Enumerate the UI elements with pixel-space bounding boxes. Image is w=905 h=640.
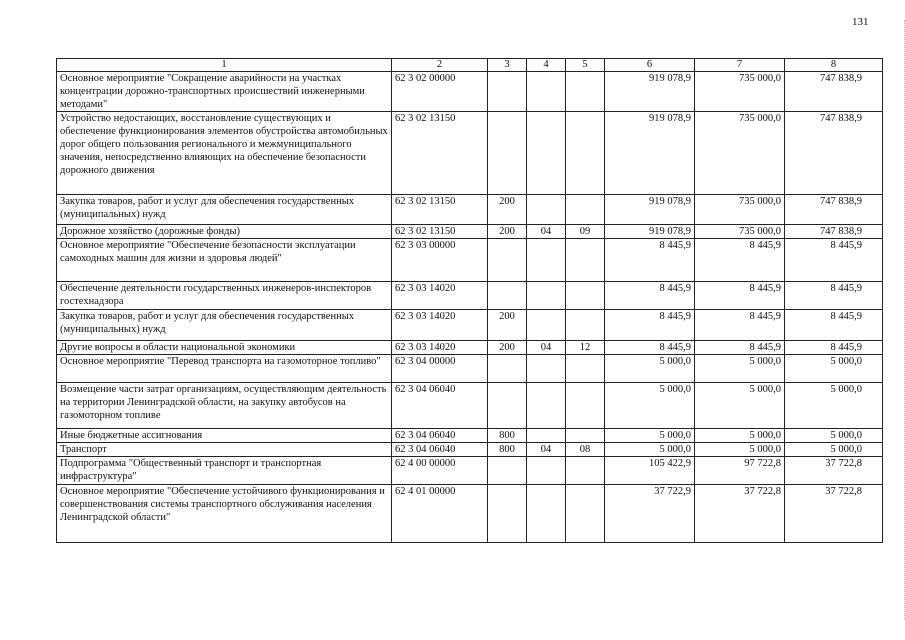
row-amount-cell: 735 000,0 [695,225,785,239]
row-amount-cell: 735 000,0 [695,195,785,225]
table-row [57,195,883,225]
table-row [57,355,883,383]
header-cell: 8 [785,59,883,72]
row-amount-cell: 37 722,8 [785,485,883,543]
row-amount-cell: 8 445,9 [695,282,785,310]
row-expense-type-cell [488,112,527,195]
row-name-cell: Основное мероприятие "Перевод транспорта на газомоторное топливо" [57,355,392,383]
row-code-cell: 62 3 03 00000 [392,239,488,282]
row-subsection-cell: 09 [566,225,605,239]
row-expense-type-cell [488,383,527,429]
row-expense-type-cell [488,72,527,112]
row-amount-cell: 5 000,0 [695,443,785,457]
row-name-cell: Иные бюджетные ассигнования [57,429,392,443]
row-amount-cell: 8 445,9 [695,310,785,341]
row-amount-cell: 5 000,0 [695,383,785,429]
table-row [57,112,883,195]
header-cell: 7 [695,59,785,72]
table-row [57,239,883,282]
row-code-cell: 62 3 03 14020 [392,341,488,355]
table-row [57,282,883,310]
row-expense-type-cell [488,282,527,310]
row-name-cell: Основное мероприятие "Сокращение аварийности на участках концентрации дорожно-транспортных происшествий инженерными методами" [57,72,392,112]
row-subsection-cell [566,355,605,383]
page-number: 131 [852,16,869,28]
row-amount-cell: 747 838,9 [785,72,883,112]
row-subsection-cell [566,239,605,282]
row-expense-type-cell [488,485,527,543]
row-code-cell: 62 3 03 14020 [392,310,488,341]
row-name-cell: Возмещение части затрат организациям, осуществляющим деятельность на территории Ленинградской области, на закупку автобусов на газомоторном топливе [57,383,392,429]
row-name-cell: Подпрограмма "Общественный транспорт и транспортная инфраструктура" [57,457,392,485]
scan-edge-marks [898,20,905,620]
row-subsection-cell [566,72,605,112]
row-code-cell: 62 3 03 14020 [392,282,488,310]
row-amount-cell: 5 000,0 [605,355,695,383]
row-expense-type-cell: 200 [488,225,527,239]
row-amount-cell: 5 000,0 [785,429,883,443]
row-expense-type-cell: 200 [488,310,527,341]
row-amount-cell: 735 000,0 [695,72,785,112]
row-amount-cell: 5 000,0 [785,443,883,457]
row-amount-cell: 919 078,9 [605,112,695,195]
row-amount-cell: 37 722,9 [605,485,695,543]
row-amount-cell: 8 445,9 [785,310,883,341]
row-amount-cell: 105 422,9 [605,457,695,485]
row-expense-type-cell: 200 [488,195,527,225]
row-amount-cell: 5 000,0 [695,355,785,383]
row-section-cell [527,239,566,282]
row-section-cell [527,112,566,195]
row-amount-cell: 8 445,9 [785,341,883,355]
table-row [57,383,883,429]
row-amount-cell: 5 000,0 [605,383,695,429]
row-amount-cell: 5 000,0 [785,355,883,383]
table-row [57,443,883,457]
budget-table [56,58,883,543]
row-subsection-cell [566,485,605,543]
header-cell: 3 [488,59,527,72]
row-amount-cell: 8 445,9 [605,282,695,310]
row-amount-cell: 8 445,9 [605,341,695,355]
row-subsection-cell [566,282,605,310]
row-amount-cell: 919 078,9 [605,195,695,225]
row-name-cell: Обеспечение деятельности государственных инженеров-инспекторов гостехнадзора [57,282,392,310]
row-amount-cell: 8 445,9 [785,282,883,310]
row-expense-type-cell: 800 [488,443,527,457]
row-name-cell: Дорожное хозяйство (дорожные фонды) [57,225,392,239]
header-row [57,59,883,72]
row-amount-cell: 8 445,9 [785,239,883,282]
row-amount-cell: 919 078,9 [605,72,695,112]
row-amount-cell: 8 445,9 [695,341,785,355]
row-expense-type-cell [488,239,527,282]
row-expense-type-cell: 800 [488,429,527,443]
row-section-cell: 04 [527,225,566,239]
row-code-cell: 62 3 02 00000 [392,72,488,112]
row-code-cell: 62 4 01 00000 [392,485,488,543]
row-amount-cell: 747 838,9 [785,225,883,239]
row-amount-cell: 5 000,0 [605,443,695,457]
row-code-cell: 62 3 04 00000 [392,355,488,383]
row-code-cell: 62 4 00 00000 [392,457,488,485]
table-row [57,457,883,485]
row-name-cell: Закупка товаров, работ и услуг для обеспечения государственных (муниципальных) нужд [57,195,392,225]
row-section-cell [527,195,566,225]
table-row [57,429,883,443]
row-amount-cell: 735 000,0 [695,112,785,195]
table-row [57,225,883,239]
row-code-cell: 62 3 04 06040 [392,443,488,457]
table-row [57,341,883,355]
row-section-cell [527,457,566,485]
row-subsection-cell: 08 [566,443,605,457]
row-name-cell: Устройство недостающих, восстановление существующих и обеспечение функционирования элементов обустройства автомобильных дорог общего пользования регионального и межмуниципального значения, непосредственно влияющих на обеспечение безопасности дорожного движения [57,112,392,195]
header-cell: 5 [566,59,605,72]
table-row [57,310,883,341]
row-section-cell [527,282,566,310]
table-row [57,485,883,543]
row-subsection-cell [566,429,605,443]
row-section-cell [527,429,566,443]
row-amount-cell: 37 722,8 [695,485,785,543]
row-expense-type-cell: 200 [488,341,527,355]
header-cell: 6 [605,59,695,72]
row-section-cell [527,485,566,543]
row-subsection-cell [566,457,605,485]
row-expense-type-cell [488,457,527,485]
row-amount-cell: 97 722,8 [695,457,785,485]
row-name-cell: Основное мероприятие "Обеспечение безопасности эксплуатации самоходных машин для жизни и здоровья людей" [57,239,392,282]
row-section-cell [527,383,566,429]
row-name-cell: Закупка товаров, работ и услуг для обеспечения государственных (муниципальных) нужд [57,310,392,341]
row-amount-cell: 37 722,8 [785,457,883,485]
row-code-cell: 62 3 02 13150 [392,195,488,225]
row-subsection-cell [566,310,605,341]
header-cell: 4 [527,59,566,72]
row-amount-cell: 8 445,9 [605,239,695,282]
row-code-cell: 62 3 04 06040 [392,383,488,429]
row-section-cell [527,310,566,341]
row-section-cell [527,72,566,112]
row-subsection-cell [566,195,605,225]
row-amount-cell: 919 078,9 [605,225,695,239]
row-amount-cell: 8 445,9 [695,239,785,282]
table-body [57,72,883,543]
row-code-cell: 62 3 04 06040 [392,429,488,443]
row-amount-cell: 747 838,9 [785,112,883,195]
row-subsection-cell [566,112,605,195]
row-code-cell: 62 3 02 13150 [392,112,488,195]
row-name-cell: Другие вопросы в области национальной экономики [57,341,392,355]
row-name-cell: Транспорт [57,443,392,457]
row-amount-cell: 5 000,0 [695,429,785,443]
row-name-cell: Основное мероприятие "Обеспечение устойчивого функционирования и совершенствования системы транспортного обслуживания населения Ленинградской области" [57,485,392,543]
row-subsection-cell: 12 [566,341,605,355]
row-subsection-cell [566,383,605,429]
header-cell: 1 [57,59,392,72]
row-amount-cell: 8 445,9 [605,310,695,341]
row-amount-cell: 5 000,0 [605,429,695,443]
row-expense-type-cell [488,355,527,383]
row-code-cell: 62 3 02 13150 [392,225,488,239]
row-section-cell: 04 [527,341,566,355]
row-section-cell: 04 [527,443,566,457]
row-section-cell [527,355,566,383]
table-row [57,72,883,112]
row-amount-cell: 5 000,0 [785,383,883,429]
row-amount-cell: 747 838,9 [785,195,883,225]
header-cell: 2 [392,59,488,72]
